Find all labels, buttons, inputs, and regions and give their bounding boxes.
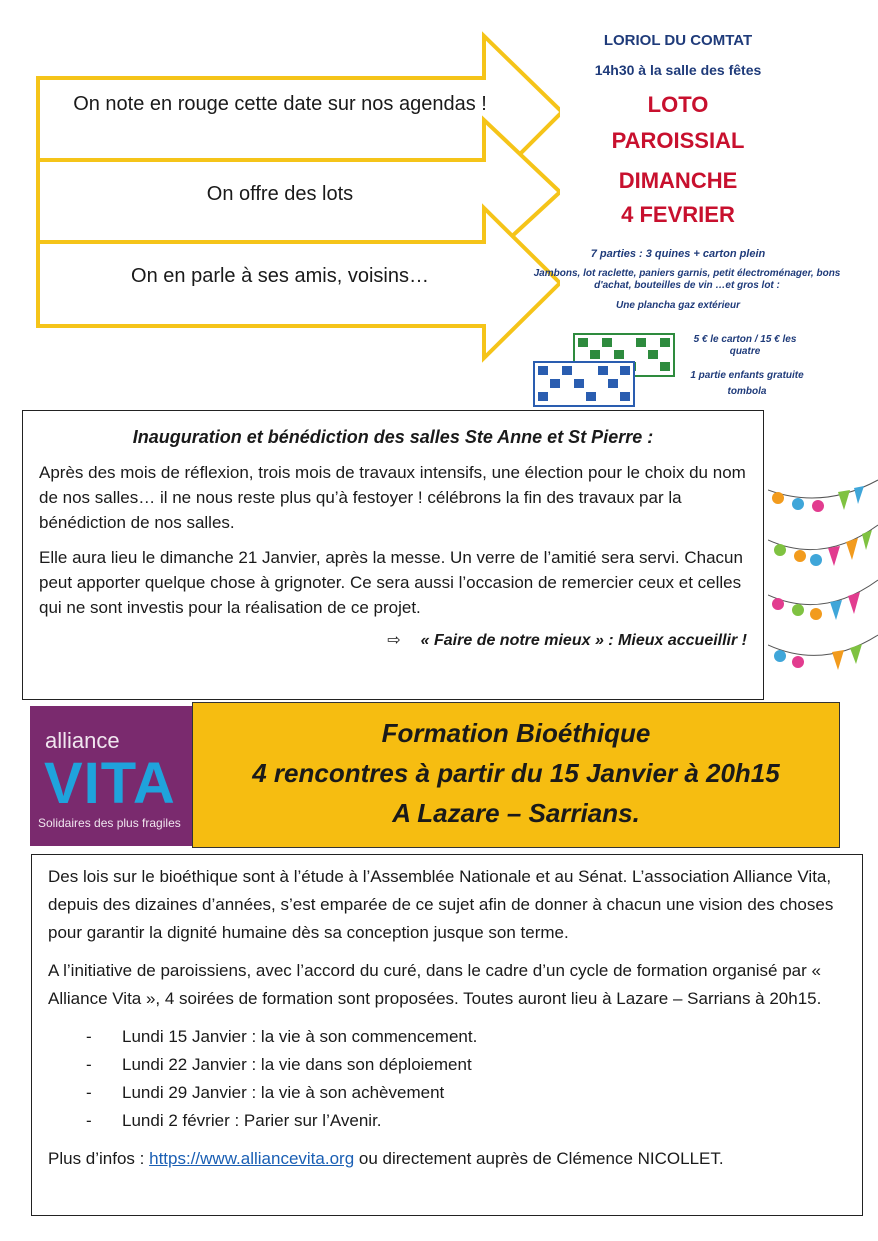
list-dash: -	[86, 1027, 92, 1046]
inauguration-motto	[39, 630, 747, 650]
banner-line-1: Formation Bioéthique	[381, 718, 651, 748]
sessions-list	[48, 1023, 846, 1135]
poster-dimanche: DIMANCHE	[618, 168, 738, 193]
motto-arrow-icon: ⇨	[387, 632, 401, 649]
alliance-vita-logo	[30, 706, 192, 846]
bioethics-box	[31, 854, 863, 1216]
info-suffix: ou directement auprès de Clémence NICOLLET.	[354, 1149, 724, 1168]
poster-price: 5 € le carton / 15 € les quatre	[693, 334, 797, 357]
arrow-text-friends: On en parle à ses amis, voisins…	[131, 265, 429, 287]
poster-loto: LOTO	[647, 92, 709, 117]
arrow-text-agenda: On note en rouge cette date sur nos agendas !	[73, 93, 487, 115]
inauguration-title: Inauguration et bénédiction des salles Ste Anne et St Pierre :	[132, 427, 654, 447]
inauguration-para-2: Elle aura lieu le dimanche 21 Janvier, après la messe. Un verre de l’amitié sera servi. Chacun peut apporter quelque chose à grignoter. Ce sera aussi l’occasion de remercier ceux et celles qui ne sont investis pour la réalisation de ce projet.	[39, 548, 743, 617]
formation-banner	[192, 702, 840, 848]
poster-prizes: Jambons, lot raclette, paniers garnis, petit électroménager, bons d'achat, bouteilles de vin …et gros lot :	[533, 268, 841, 291]
poster-date: 4 FEVRIER	[621, 202, 735, 227]
poster-kids: 1 partie enfants gratuite	[690, 370, 804, 381]
list-item	[48, 1107, 846, 1135]
inauguration-para-1: Après des mois de réflexion, trois mois de travaux intensifs, une élection pour le choix du nom de nos salles… il ne nous reste plus qu’à festoyer ! célébrons la fin des travaux par la bénédiction de nos salles.	[39, 463, 746, 532]
session-text: Lundi 15 Janvier : la vie à son commencement.	[122, 1027, 478, 1046]
bioethics-para-2: A l’initiative de paroissiens, avec l’accord du curé, dans le cadre d’un cycle de formation organisé par « Alliance Vita », 4 soirées de formation sont proposées. Toutes auront lieu à Lazare – Sarrians à 20h15.	[48, 961, 822, 1008]
inauguration-box	[22, 410, 764, 700]
info-prefix: Plus d’infos :	[48, 1149, 150, 1168]
alliance-vita-link[interactable]: https://www.alliancevita.org	[149, 1149, 355, 1168]
list-item	[48, 1051, 846, 1079]
poster-games: 7 parties : 3 quines + carton plein	[590, 248, 766, 260]
arrow-text-lots: On offre des lots	[206, 183, 354, 205]
poster-town: LORIOL DU COMTAT	[603, 32, 753, 49]
poster-time: 14h30 à la salle des fêtes	[594, 62, 762, 78]
list-item	[48, 1079, 846, 1107]
banner-line-3: A Lazare – Sarrians.	[392, 798, 640, 828]
garland-people-icon	[768, 470, 878, 680]
poster-big-prize: Une plancha gaz extérieur	[616, 300, 740, 311]
loto-card-blue	[534, 362, 634, 406]
bioethics-para-1: Des lois sur le bioéthique sont à l’étude à l’Assemblée Nationale et au Sénat. L’association Alliance Vita, depuis des dizaines d’années, s’est emparée de ce sujet afin de donner à chacun une vision des choses pour garantir la dignité humaine dès sa conception jusque son terme.	[48, 867, 834, 942]
logo-tagline: Solidaires des plus fragiles	[38, 816, 181, 830]
banner-line-2: 4 rencontres à partir du 15 Janvier à 20h15	[252, 758, 780, 788]
session-text: Lundi 29 Janvier : la vie à son achèvement	[122, 1083, 445, 1102]
loto-poster	[512, 28, 844, 410]
list-dash: -	[86, 1111, 92, 1130]
logo-vita-letters: VITA	[44, 751, 176, 816]
poster-paroissial: PAROISSIAL	[611, 128, 745, 153]
bioethics-info	[48, 1145, 846, 1173]
session-text: Lundi 2 février : Parier sur l’Avenir.	[122, 1111, 382, 1130]
list-dash: -	[86, 1055, 92, 1074]
logo-vita-text	[44, 751, 176, 816]
loto-cards-image	[532, 332, 682, 410]
logo-alliance-text: alliance	[45, 728, 120, 753]
list-item	[48, 1023, 846, 1051]
poster-tombola: tombola	[727, 386, 767, 397]
list-dash: -	[86, 1083, 92, 1102]
session-text: Lundi 22 Janvier : la vie dans son déploiement	[122, 1055, 472, 1074]
motto-text: « Faire de notre mieux » : Mieux accueillir !	[420, 632, 747, 649]
